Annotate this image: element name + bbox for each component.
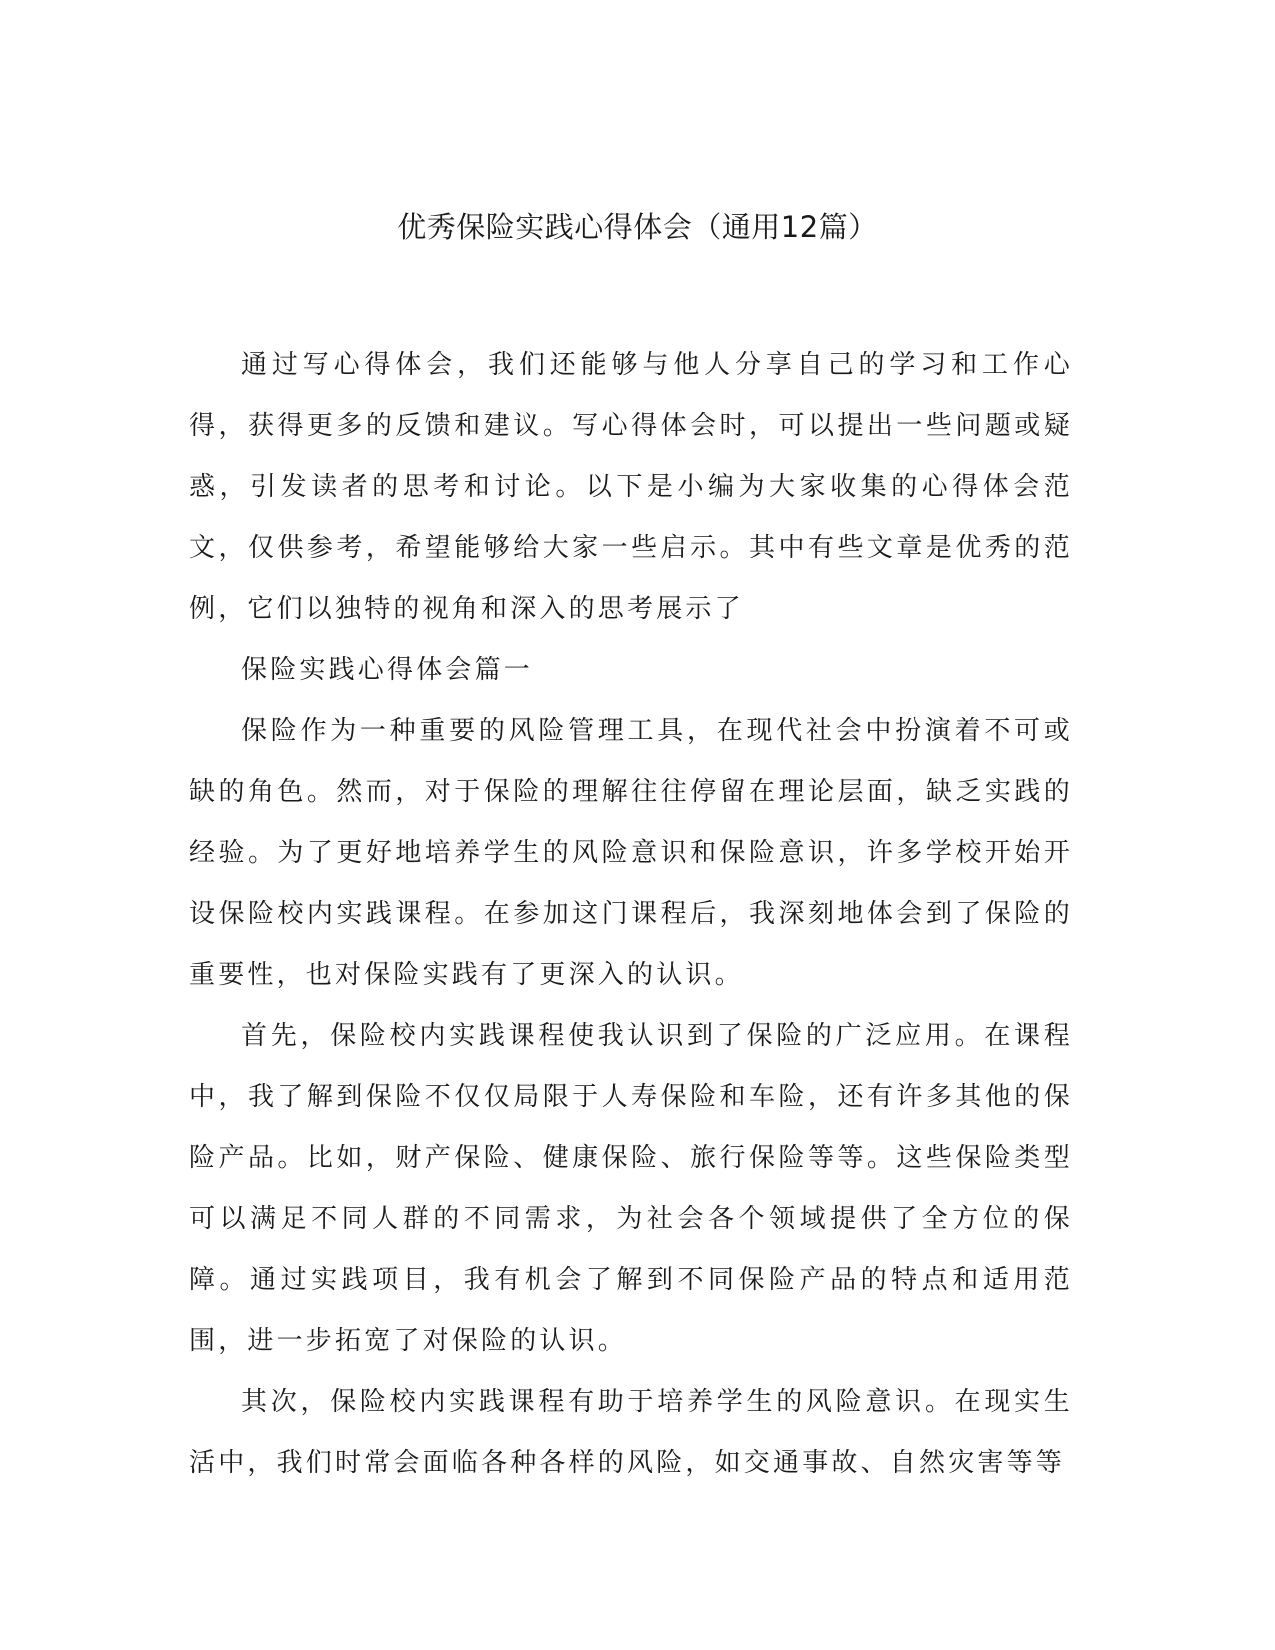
document-body	[189, 335, 1073, 1494]
intro-paragraph: 通过写心得体会，我们还能够与他人分享自己的学习和工作心得，获得更多的反馈和建议。写心得体会时，可以提出一些问题或疑惑，引发读者的思考和讨论。以下是小编为大家收集的心得体会范文，仅供参考，希望能够给大家一些启示。其中有些文章是优秀的范例，它们以独特的视角和深入的思考展示了	[189, 350, 1073, 624]
document-title: 优秀保险实践心得体会（通用12篇）	[397, 210, 878, 244]
body-paragraph-2: 首先，保险校内实践课程使我认识到了保险的广泛应用。在课程中，我了解到保险不仅仅局限于人寿保险和车险，还有许多其他的保险产品。比如，财产保险、健康保险、旅行保险等等。这些保险类型可以满足不同人群的不同需求，为社会各个领域提供了全方位的保障。通过实践项目，我有机会了解到不同保险产品的特点和适用范围，进一步拓宽了对保险的认识。	[189, 1021, 1073, 1356]
body-paragraph-1: 保险作为一种重要的风险管理工具，在现代社会中扮演着不可或缺的角色。然而，对于保险的理解往往停留在理论层面，缺乏实践的经验。为了更好地培养学生的风险意识和保险意识，许多学校开始开设保险校内实践课程。在参加这门课程后，我深刻地体会到了保险的重要性，也对保险实践有了更深入的认识。	[189, 716, 1073, 990]
section-heading: 保险实践心得体会篇一	[241, 655, 534, 685]
body-paragraph-3: 其次，保险校内实践课程有助于培养学生的风险意识。在现实生活中，我们时常会面临各种各样的风险，如交通事故、自然灾害等等	[189, 1387, 1073, 1478]
